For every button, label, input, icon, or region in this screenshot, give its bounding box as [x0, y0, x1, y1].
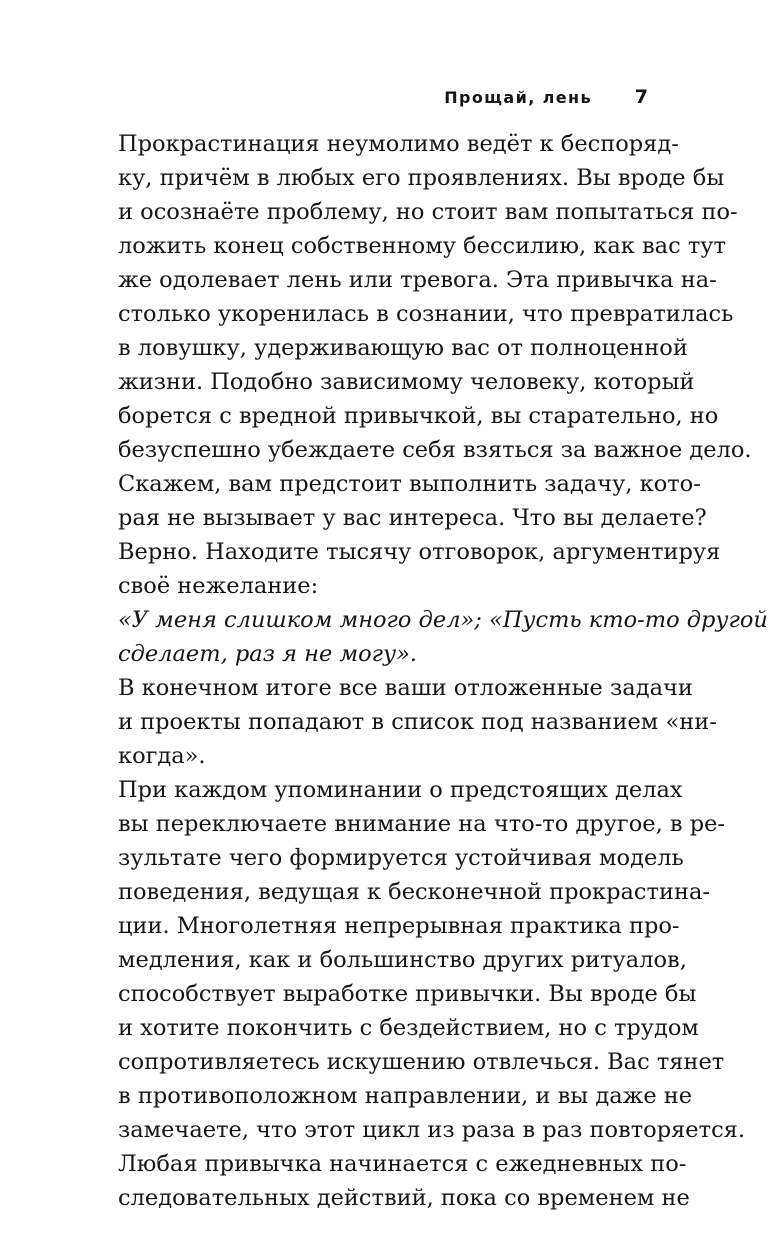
text-line: замечаете, что этот цикл из раза в раз повторяется. [118, 1117, 746, 1143]
text-line: ку, причём в любых его проявлениях. Вы вроде бы [118, 165, 725, 191]
text-line: и проекты попадают в список под названием «ни- [118, 709, 717, 735]
paragraph-2 [118, 467, 721, 603]
paragraph-1 [118, 127, 752, 467]
paragraph-6 [118, 1147, 690, 1215]
text-line: В конечном итоге все ваши отложенные задачи [118, 675, 693, 701]
text-line: Верно. Находите тысячу отговорок, аргументируя [118, 539, 721, 565]
text-line: следовательных действий, пока со временем не [118, 1185, 690, 1211]
text-line: вы переключаете внимание на что-то другое, в ре- [118, 811, 726, 837]
text-line: Прокрастинация неумолимо ведёт к беспоряд- [118, 131, 679, 157]
text-line: При каждом упоминании о предстоящих делах [118, 777, 683, 803]
text-line: ложить конец собственному бессилию, как вас тут [118, 233, 726, 259]
text-line: способствует выработке привычки. Вы вроде бы [118, 981, 697, 1007]
body-text [118, 127, 768, 1215]
text-line: безуспешно убеждаете себя взяться за важное дело. [118, 437, 752, 463]
text-line: поведения, ведущая к бесконечной прокрастина- [118, 879, 710, 905]
text-line: борется с вредной привычкой, вы старательно, но [118, 403, 719, 429]
text-line: Скажем, вам предстоит выполнить задачу, кото- [118, 471, 701, 497]
text-line: когда». [118, 743, 206, 769]
text-line: столько укоренилась в сознании, что превратилась [118, 301, 734, 327]
running-title: Прощай, лень [444, 88, 592, 107]
text-line: сопротивляетесь искушению отвлечься. Вас тянет [118, 1049, 725, 1075]
text-line: Любая привычка начинается с ежедневных по- [118, 1151, 687, 1177]
page-number: 7 [634, 86, 648, 108]
paragraph-4 [118, 671, 717, 773]
text-line: в противоположном направлении, и вы даже не [118, 1083, 693, 1109]
quote-paragraph [118, 603, 768, 671]
text-line: же одолевает лень или тревога. Эта привычка на- [118, 267, 717, 293]
text-line: медления, как и большинство других ритуалов, [118, 947, 687, 973]
paragraph-5 [118, 773, 746, 1147]
text-line: жизни. Подобно зависимому человеку, который [118, 369, 695, 395]
text-line: рая не вызывает у вас интереса. Что вы делаете? [118, 505, 707, 531]
text-line: и хотите покончить с бездействием, но с трудом [118, 1015, 699, 1041]
running-head [118, 84, 650, 114]
text-line: зультате чего формируется устойчивая модель [118, 845, 684, 871]
text-line: своё нежелание: [118, 573, 319, 599]
text-line: в ловушку, удерживающую вас от полноценной [118, 335, 688, 361]
text-line: сделает, раз я не могу». [118, 641, 417, 667]
text-line: «У меня слишком много дел»; «Пусть кто-то другой [118, 607, 768, 633]
text-line: ции. Многолетняя непрерывная практика про- [118, 913, 680, 939]
text-line: и осознаёте проблему, но стоит вам попытаться по- [118, 199, 738, 225]
